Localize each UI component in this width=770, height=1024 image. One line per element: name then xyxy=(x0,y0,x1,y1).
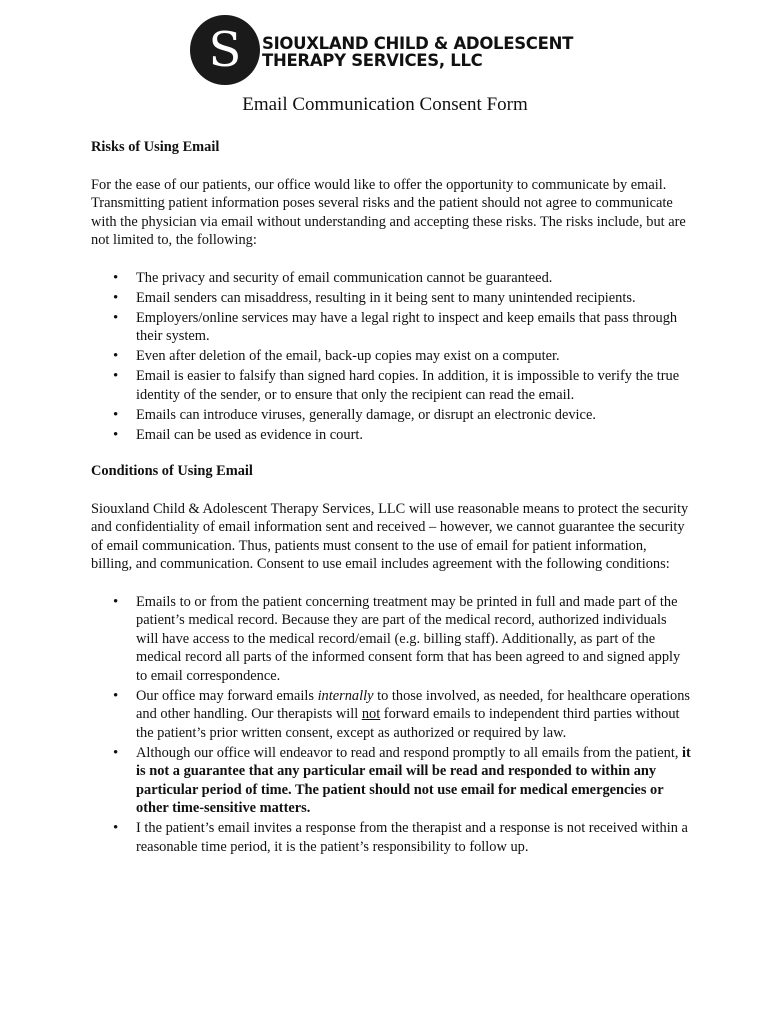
risks-intro: For the ease of our patients, our office would like to offer the opportunity to communicate by email. Transmitting patient information poses several risks and the patient should not agree to communicate with the physician via email without understanding and accepting these risks. The risks include, but are not limited to, the following: xyxy=(91,176,686,248)
risks-heading: Risks of Using Email xyxy=(91,139,220,155)
emphasis-text: internally xyxy=(317,687,374,704)
condition-text: to those involved, as needed, for healthcare operations and other handling. Our therapists will xyxy=(136,687,691,722)
condition-text: forward emails to independent third parties without the patient’s prior written consent, except as authorized or required by law. xyxy=(136,706,680,741)
list-item xyxy=(91,744,691,818)
underlined-text: not xyxy=(361,706,381,722)
list-item: • Email is easier to falsify than signed hard copies. In addition, it is impossible to verify the true identity of the sender, or to ensure that only the recipient can read the email. xyxy=(91,367,691,404)
list-item: • I the patient’s email invites a response from the therapist and a response is not received within a reasonable time period, it is the patient’s responsibility to follow up. xyxy=(91,819,691,856)
org-name-line1: SIOUXLAND CHILD & ADOLESCENT xyxy=(262,34,574,53)
org-name-line2: THERAPY SERVICES, LLC xyxy=(262,51,483,70)
list-item: • The privacy and security of email communication cannot be guaranteed. xyxy=(91,269,691,288)
bold-warning-text: it is not a guarantee that any particular email will be read and responded to within any particular period of time. The patient should not use email for medical emergencies or other time-sensitive matters. xyxy=(136,744,691,816)
condition-text: Although our office will endeavor to read and respond promptly to all emails from the patient, xyxy=(136,744,683,761)
condition-text: Our office may forward emails xyxy=(136,687,318,704)
list-item: • Emails can introduce viruses, generally damage, or disrupt an electronic device. xyxy=(91,406,691,425)
list-item: • Employers/online services may have a legal right to inspect and keep emails that pass through their system. xyxy=(91,309,691,346)
conditions-heading: Conditions of Using Email xyxy=(91,463,253,479)
document-body xyxy=(91,138,691,874)
org-logo xyxy=(190,15,574,87)
logo-letter: S xyxy=(208,22,242,78)
list-item: • Emails to or from the patient concerning treatment may be printed in full and made part of the patient’s medical record. Because they are part of the medical record, authorized individuals will have access to the medical record/email (e.g. billing staff). Additionally, as part of the medical record all parts of the informed consent form that has been agreed to and signed apply to email correspondence. xyxy=(91,593,691,686)
list-item: • Email senders can misaddress, resulting in it being sent to many unintended recipients. xyxy=(91,289,691,308)
risks-list xyxy=(91,269,691,445)
list-item: • Email can be used as evidence in court. xyxy=(91,426,691,445)
list-item xyxy=(91,687,691,743)
conditions-intro: Siouxland Child & Adolescent Therapy Services, LLC will use reasonable means to protect the security and confidentiality of email information sent and received – however, we cannot guarantee the security of email communication. Thus, patients must consent to the use of email for patient information, billing, and communication. Consent to use email includes agreement with the following conditions: xyxy=(91,500,689,572)
conditions-list xyxy=(91,593,691,857)
org-name xyxy=(262,35,573,69)
list-item: • Even after deletion of the email, back-up copies may exist on a computer. xyxy=(91,347,691,366)
document-title: Email Communication Consent Form xyxy=(242,94,528,115)
